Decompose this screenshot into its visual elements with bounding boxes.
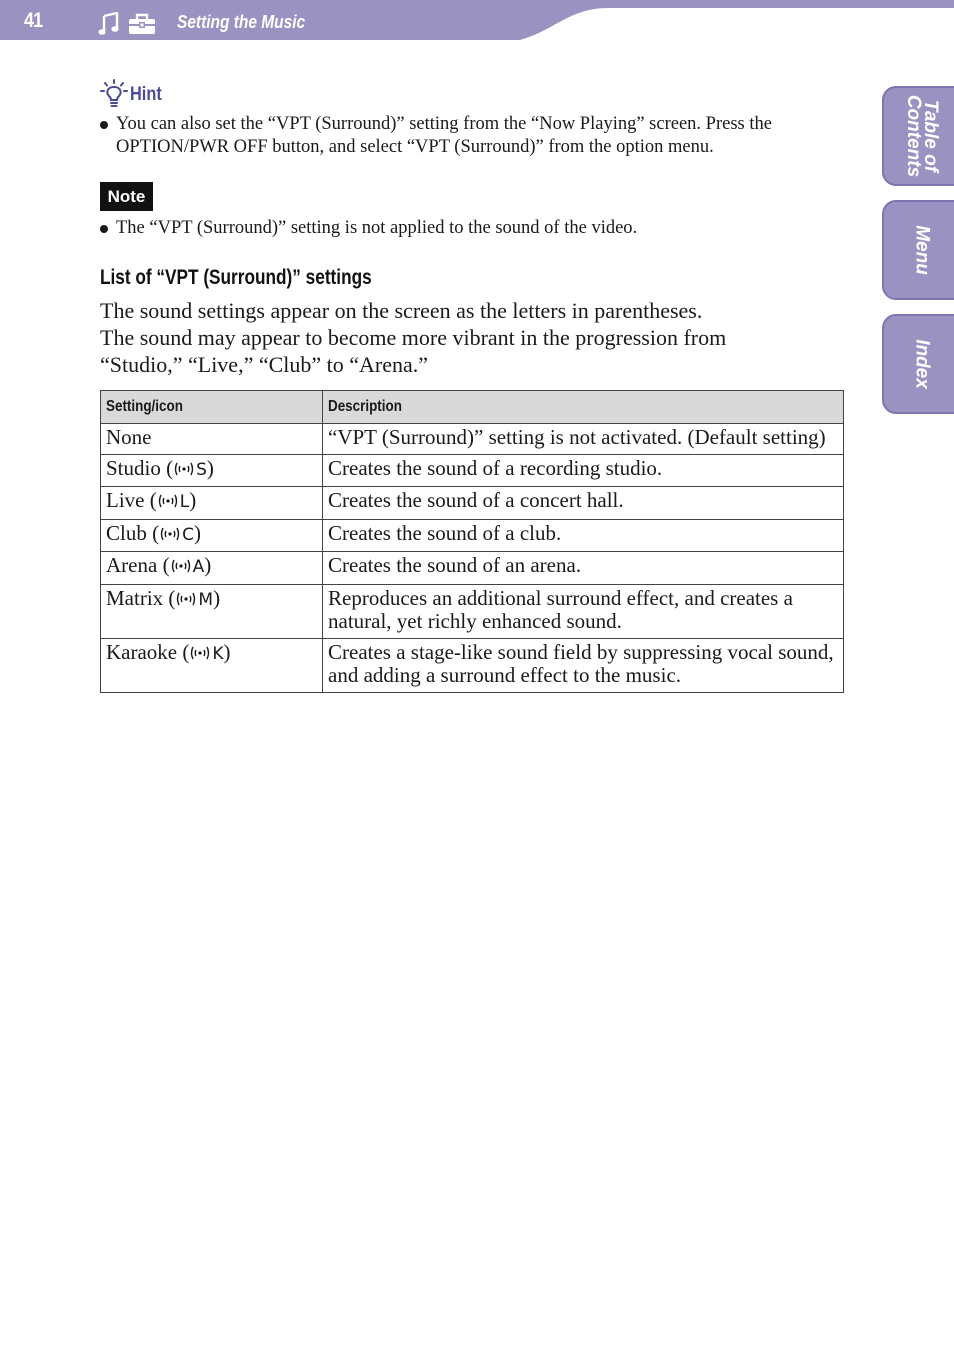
section-title: Setting the Music <box>177 12 306 32</box>
setting-code: K <box>212 643 224 664</box>
surround-wave-icon <box>175 591 197 607</box>
intro-line: The sound may appear to become more vibrant in the progression from <box>100 325 727 350</box>
setting-name: Studio <box>106 455 161 480</box>
description-cell: Creates a stage-like sound field by suppressing vocal sound, and adding a surround effect to the music. <box>323 638 844 692</box>
intro-line: “Studio,” “Live,” “Club” to “Arena.” <box>100 352 429 377</box>
bullet-dot <box>100 225 108 233</box>
column-header-setting: Setting/icon <box>101 391 323 424</box>
vpt-settings-table <box>100 390 844 693</box>
tab-label: Index <box>911 339 933 389</box>
table-row <box>101 424 844 455</box>
surround-wave-icon <box>173 461 195 477</box>
surround-wave-icon <box>170 558 192 574</box>
surround-wave-icon <box>159 526 181 542</box>
setting-code: L <box>179 492 190 512</box>
setting-code: A <box>192 557 205 577</box>
description-cell: Reproduces an additional surround effect, and creates a natural, yet richly enhanced sound. <box>323 584 844 638</box>
note-bullet <box>100 217 845 240</box>
table-row <box>101 519 844 552</box>
table-row <box>101 552 844 585</box>
setting-cell: Matrix ( M) <box>101 584 323 638</box>
setting-name: Arena <box>106 553 158 577</box>
setting-cell: Karaoke ( K) <box>101 638 323 692</box>
page-header <box>0 0 954 40</box>
setting-cell: Arena ( A) <box>101 552 323 585</box>
setting-name: Karaoke <box>106 639 178 664</box>
toolbox-icon <box>128 13 156 35</box>
note-text: The “VPT (Surround)” setting is not applied to the sound of the video. <box>116 218 638 238</box>
setting-cell <box>101 424 323 455</box>
table-row <box>101 454 844 487</box>
setting-code: C <box>182 524 194 545</box>
tab-index[interactable] <box>882 314 954 414</box>
list-heading: List of “VPT (Surround)” settings <box>100 266 372 289</box>
table-row <box>101 638 844 692</box>
setting-name: Matrix <box>106 585 164 610</box>
setting-cell: Studio ( S) <box>101 454 323 487</box>
surround-wave-icon <box>157 493 179 509</box>
hint-label: Hint <box>130 84 162 105</box>
tab-label: Table of Contents <box>903 94 941 178</box>
hint-text: You can also set the “VPT (Surround)” setting from the “Now Playing” screen. Press the OPTION/PWR OFF button, and select “VPT (Surround)” from the option menu. <box>116 114 772 157</box>
tab-menu[interactable] <box>882 200 954 300</box>
intro-line: The sound settings appear on the screen as the letters in parentheses. <box>100 298 703 323</box>
table-row <box>101 487 844 520</box>
column-header-description: Description <box>323 391 844 424</box>
setting-code: S <box>196 459 207 480</box>
setting-name: Club <box>106 520 147 545</box>
table-row <box>101 584 844 638</box>
note-badge: Note <box>100 182 153 211</box>
setting-cell: Club ( C) <box>101 519 323 552</box>
setting-name: None <box>106 425 152 449</box>
description-cell: Creates the sound of a club. <box>323 519 844 552</box>
surround-wave-icon <box>189 645 211 661</box>
description-cell: “VPT (Surround)” setting is not activated. (Default setting) <box>323 424 844 455</box>
tab-table-of-contents[interactable] <box>882 86 954 186</box>
hint-bullet <box>100 113 845 159</box>
bullet-dot <box>100 121 108 129</box>
description-cell: Creates the sound of a concert hall. <box>323 487 844 520</box>
page-number: 41 <box>24 9 43 32</box>
tab-label: Menu <box>911 225 933 275</box>
lightbulb-icon <box>100 79 128 109</box>
music-note-icon <box>98 12 120 36</box>
setting-name: Live <box>106 488 145 512</box>
description-cell: Creates the sound of an arena. <box>323 552 844 585</box>
setting-code: M <box>198 589 214 610</box>
table-header-row <box>101 391 844 424</box>
description-cell: Creates the sound of a recording studio. <box>323 454 844 487</box>
setting-cell: Live ( L) <box>101 487 323 520</box>
